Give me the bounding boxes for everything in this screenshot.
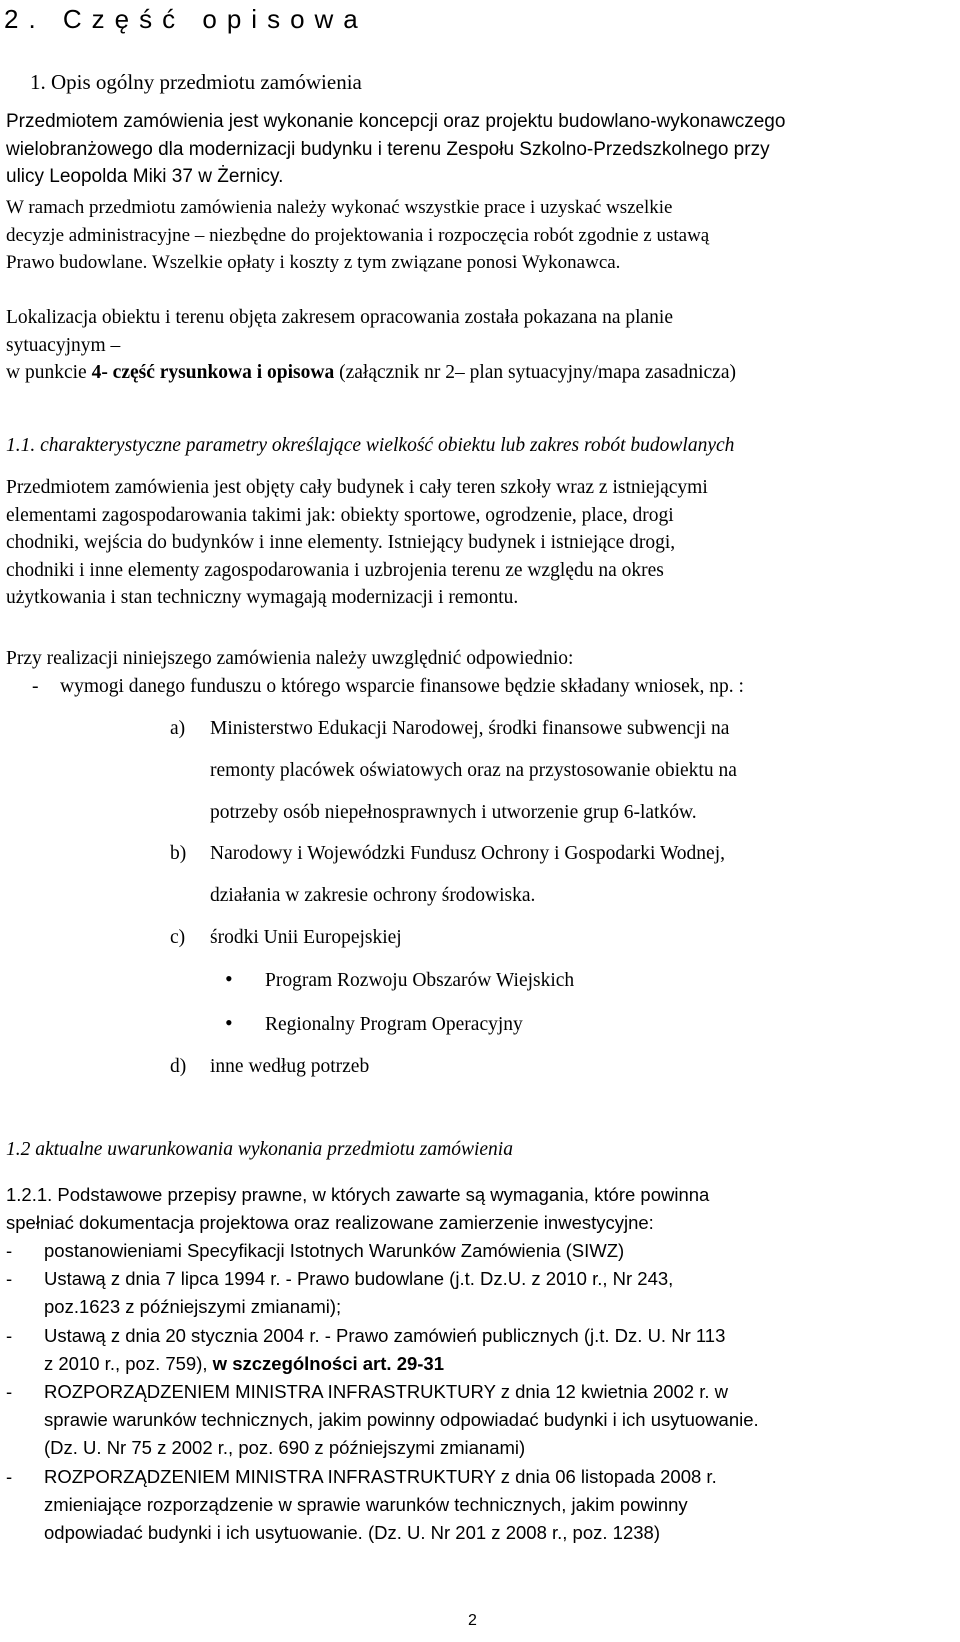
- list-letter: b): [170, 843, 187, 864]
- bold-reference: 4- część rysunkowa i opisowa: [91, 362, 335, 383]
- list-dash: -: [6, 1324, 13, 1346]
- legal-list: [6, 1237, 956, 1547]
- text-line: ulicy Leopolda Miki 37 w Żernicy.: [6, 166, 284, 187]
- legal-item: [6, 1378, 956, 1406]
- list-dash: -: [6, 1465, 13, 1487]
- legal-text: postanowieniami Specyfikacji Istotnych Warunków Zamówienia (SIWZ): [44, 1240, 625, 1261]
- eu-program: Regionalny Program Operacyjny: [265, 1014, 523, 1035]
- legal-text: Ustawą z dnia 20 stycznia 2004 r. - Prawo zamówień publicznych (j.t. Dz. U. Nr 113: [44, 1324, 726, 1346]
- legal-item: [6, 1463, 956, 1491]
- bullet-icon: •: [225, 966, 233, 991]
- legal-text: poz.1623 z późniejszymi zmianami);: [44, 1296, 342, 1318]
- legal-text: z 2010 r., poz. 759),: [44, 1352, 213, 1374]
- fund-line: remonty placówek oświatowych oraz na przystosowanie obiektu na: [210, 760, 737, 781]
- text-line: wielobranżowego dla modernizacji budynku i terenu Zespołu Szkolno-Przedszkolnego przy: [6, 138, 770, 160]
- list-dash: -: [6, 1381, 13, 1403]
- legal-item-continuation: [6, 1350, 956, 1378]
- text-line: elementami zagospodarowania takimi jak: obiekty sportowe, ogrodzenie, place, drogi: [6, 504, 674, 526]
- fund-line: środki Unii Europejskiej: [210, 927, 402, 948]
- fund-line: Ministerstwo Edukacji Narodowej, środki finansowe subwencji na: [210, 718, 730, 739]
- text-line: Przedmiotem zamówienia jest objęty cały budynek i cały teren szkoły wraz z istniejącymi: [6, 477, 708, 498]
- text-line: sytuacyjnym –: [6, 334, 121, 356]
- legal-text: (Dz. U. Nr 75 z 2002 r., poz. 690 z późniejszymi zmianami): [44, 1437, 526, 1459]
- scope-paragraph: [6, 474, 956, 612]
- text-line: W ramach przedmiotu zamówienia należy wykonać wszystkie prace i uzyskać wszelkie: [6, 197, 673, 218]
- text-line: chodniki, wejścia do budynków i inne elementy. Istniejący budynek i istniejące drogi,: [6, 532, 676, 553]
- intro-paragraph-2: [6, 194, 956, 277]
- subheading-1-1: 1.1. charakterystyczne parametry określające wielkość obiektu lub zakres robót budowlanych: [6, 435, 735, 456]
- heading-opis-ogolny: 1. Opis ogólny przedmiotu zamówienia: [30, 70, 362, 94]
- text-line: Prawo budowlane. Wszelkie opłaty i koszty z tym związane ponosi Wykonawca.: [6, 252, 621, 273]
- legal-item: [6, 1237, 956, 1265]
- bold-reference: w szczególności art. 29-31: [212, 1352, 445, 1374]
- funds-list: [0, 716, 960, 1076]
- legal-text: sprawie warunków technicznych, jakim powinny odpowiadać budynki i ich usytuowanie.: [44, 1409, 759, 1431]
- section-title: 2. Część opisowa: [4, 4, 368, 34]
- fund-line: potrzeby osób niepełnosprawnych i utworzenie grup 6-latków.: [210, 802, 697, 823]
- legal-text: ROZPORZĄDZENIEM MINISTRA INFRASTRUKTURY z dnia 12 kwietnia 2002 r. w: [44, 1381, 728, 1403]
- text-segment: w punkcie: [6, 362, 92, 383]
- text-line: chodniki i inne elementy zagospodarowania i uzbrojenia terenu ze względu na okres: [6, 559, 664, 581]
- text-line: decyzje administracyjne – niezbędne do projektowania i rozpoczęcia robót zgodnie z ustawą: [6, 224, 710, 246]
- legal-text: odpowiadać budynki i ich usytuowanie. (Dz. U. Nr 201 z 2008 r., poz. 1238): [44, 1522, 660, 1544]
- list-dash: -: [32, 676, 39, 697]
- realization-dash-text: wymogi danego funduszu o którego wsparcie finansowe będzie składany wniosek, np. :: [60, 676, 744, 697]
- text-line: 1.2.1. Podstawowe przepisy prawne, w których zawarte są wymagania, które powinna: [6, 1184, 710, 1205]
- text-segment: (załącznik nr 2– plan sytuacyjny/mapa zasadnicza): [334, 362, 736, 383]
- fund-line: Narodowy i Wojewódzki Fundusz Ochrony i Gospodarki Wodnej,: [210, 843, 725, 864]
- location-paragraph: [6, 304, 956, 387]
- intro-paragraph: [6, 108, 956, 191]
- legal-text: ROZPORZĄDZENIEM MINISTRA INFRASTRUKTURY z dnia 06 listopada 2008 r.: [44, 1465, 717, 1487]
- fund-line: inne według potrzeb: [210, 1056, 370, 1077]
- eu-program: Program Rozwoju Obszarów Wiejskich: [265, 970, 575, 991]
- list-letter: a): [170, 718, 186, 739]
- legal-item: [6, 1265, 956, 1293]
- text-line: Lokalizacja obiektu i terenu objęta zakresem opracowania została pokazana na planie: [6, 307, 674, 328]
- page-number: 2: [468, 1612, 477, 1629]
- text-line: użytkowania i stan techniczny wymagają modernizacji i remontu.: [6, 587, 519, 608]
- text-line: [6, 359, 956, 387]
- legal-text: Ustawą z dnia 7 lipca 1994 r. - Prawo budowlane (j.t. Dz.U. z 2010 r., Nr 243,: [44, 1268, 674, 1290]
- list-letter: c): [170, 927, 186, 948]
- legal-item: [6, 1322, 956, 1350]
- list-letter: d): [170, 1056, 187, 1077]
- bullet-icon: •: [225, 1010, 233, 1035]
- text-line: spełniać dokumentacja projektowa oraz realizowane zamierzenie inwestycyjne:: [6, 1212, 654, 1233]
- fund-line: działania w zakresie ochrony środowiska.: [210, 885, 536, 906]
- list-dash: -: [6, 1240, 13, 1261]
- list-dash: -: [6, 1268, 13, 1290]
- text-line: Przedmiotem zamówienia jest wykonanie koncepcji oraz projektu budowlano-wykonawczego: [6, 111, 786, 132]
- legal-intro: [6, 1181, 956, 1237]
- realization-line: Przy realizacji niniejszego zamówienia należy uwzględnić odpowiednio:: [6, 648, 574, 669]
- subheading-1-2: 1.2 aktualne uwarunkowania wykonania przedmiotu zamówienia: [6, 1139, 513, 1160]
- legal-text: zmieniające rozporządzenie w sprawie warunków technicznych, jakim powinny: [44, 1493, 688, 1515]
